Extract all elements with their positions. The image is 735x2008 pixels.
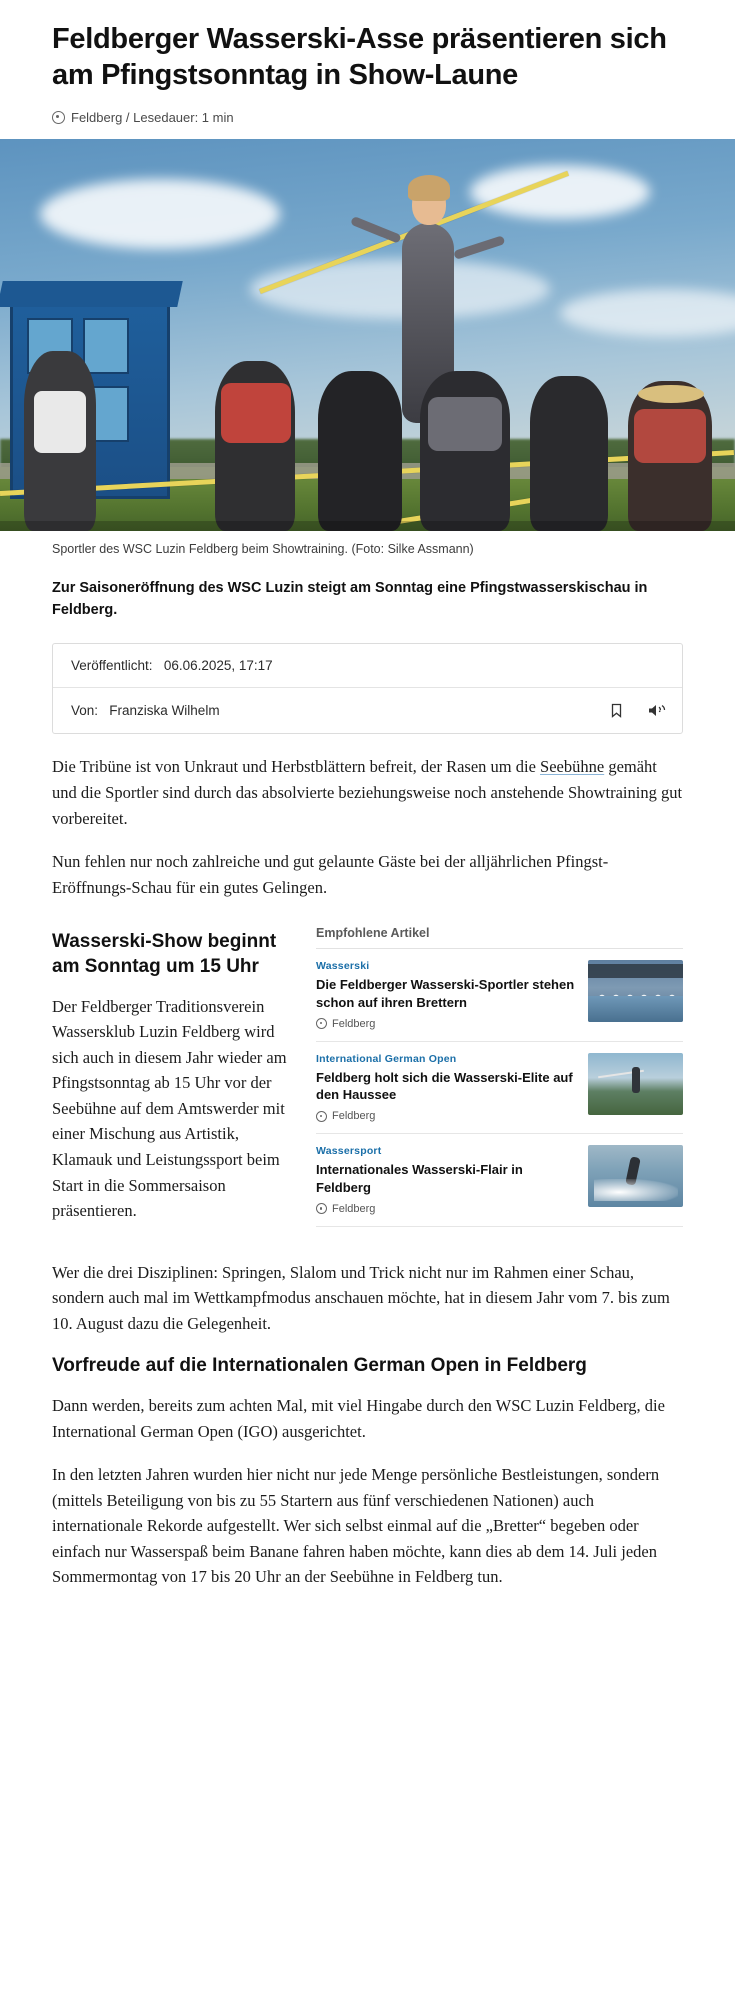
location-pin-icon <box>316 1111 327 1122</box>
person-figure <box>530 376 608 531</box>
article-meta <box>52 110 683 125</box>
recommended-location <box>316 1110 576 1122</box>
speaker-icon[interactable] <box>647 702 664 719</box>
recommended-item-text <box>316 960 576 1030</box>
paragraph: Nun fehlen nur noch zahlreiche und gut gelaunte Gäste bei der alljährlichen Pfingst-Eröffnungs-Schau für ein gutes Gelingen. <box>52 852 609 897</box>
recommended-thumbnail <box>588 1145 683 1207</box>
section-body-2 <box>52 1393 683 1590</box>
split-left-column <box>52 926 290 1241</box>
recommended-title: Empfohlene Artikel <box>316 926 683 949</box>
person-figure <box>24 351 96 531</box>
list-item[interactable] <box>316 949 683 1042</box>
recommended-item-text <box>316 1053 576 1123</box>
paragraph <box>52 754 683 831</box>
location-pin-icon <box>52 111 65 124</box>
location-pin-icon <box>316 1018 327 1029</box>
recommended-headline: Internationales Wasserski-Flair in Feldberg <box>316 1162 523 1195</box>
recommended-item-text <box>316 1145 576 1215</box>
paragraph: Dann werden, bereits zum achten Mal, mit viel Hingabe durch den WSC Luzin Feldberg, die International German Open (IGO) ausgerichtet. <box>52 1396 665 1441</box>
image-caption: Sportler des WSC Luzin Feldberg beim Showtraining. (Foto: Silke Assmann) <box>52 541 474 556</box>
author-block <box>71 703 220 718</box>
location-pin-icon <box>316 1203 327 1214</box>
skier-hair <box>408 175 450 201</box>
author-label: Von: <box>71 703 99 719</box>
cloud-shape <box>40 179 280 249</box>
article-teaser: Zur Saisoneröffnung des WSC Luzin steigt am Sonntag eine Pfingstwasserskischau in Feldberg. <box>52 579 648 618</box>
person-figure <box>318 371 402 531</box>
recommended-thumbnail <box>588 1053 683 1115</box>
recommended-location-text: Feldberg <box>332 1202 376 1215</box>
paragraph: Wer die drei Disziplinen: Springen, Slalom und Trick nicht nur im Rahmen einer Schau, sondern auch mal im Wettkampfmodus anschauen möchte, hat in diesem Jahr vom 7. bis zum 10. August dazu die Gelegenheit. <box>52 1262 670 1333</box>
hero-bottom-shade <box>0 521 735 531</box>
article-actions <box>608 702 664 719</box>
published-row <box>53 644 682 688</box>
recommended-kicker: Wasserski <box>316 960 370 973</box>
bookmark-icon[interactable] <box>608 702 625 719</box>
section-heading-1: Wasserski-Show beginnt am Sonntag um 15 Uhr <box>52 931 277 977</box>
article-header <box>0 12 735 125</box>
recommended-thumbnail <box>588 960 683 1022</box>
author-row <box>53 688 682 733</box>
list-item[interactable] <box>316 1042 683 1135</box>
recommended-location <box>316 1203 576 1215</box>
published-value: 06.06.2025, 17:17 <box>163 658 273 674</box>
recommended-location-text: Feldberg <box>332 1110 376 1123</box>
recommended-headline: Die Feldberger Wasserski-Sportler stehen schon auf ihren Brettern <box>316 977 575 1010</box>
recommended-location-text: Feldberg <box>332 1017 376 1030</box>
tower-roof <box>0 281 183 307</box>
recommended-kicker: Wassersport <box>316 1145 382 1158</box>
paragraph-text-part: gemäht und die Sportler sind durch das absolvierte beziehungsweise noch anstehende Showtraining gut vorbereitet. <box>52 757 683 828</box>
hero-image <box>0 139 735 531</box>
article-body-wrap <box>0 542 735 1590</box>
article-meta-text: Feldberg / Lesedauer: 1 min <box>71 109 234 125</box>
list-item[interactable] <box>316 1134 683 1227</box>
paragraph: Der Feldberger Traditionsverein Wassersklub Luzin Feldberg wird sich auch in diesem Jahr wieder am Pfingstsonntag ab 15 Uhr vor der Seebühne auf dem Amtswerder mit einer Mischung aus Artistik, Klamauk und Leistungssport beim Start in die Sommersaison präsentieren. <box>52 996 287 1221</box>
published-label: Veröffentlicht: <box>71 658 153 674</box>
section-body-1 <box>52 994 290 1224</box>
byline-box <box>52 643 683 734</box>
recommended-articles <box>316 926 683 1241</box>
person-figure <box>420 371 510 531</box>
author-value: Franziska Wilhelm <box>109 703 220 719</box>
person-figure <box>215 361 295 531</box>
recommended-headline: Feldberg holt sich die Wasserski-Elite auf den Haussee <box>316 1069 573 1103</box>
article-lead <box>52 754 683 900</box>
person-figure <box>628 381 712 531</box>
tower-window <box>83 318 129 374</box>
split-section <box>52 926 683 1241</box>
recommended-kicker: International German Open <box>316 1052 457 1065</box>
seebuehne-link[interactable]: Seebühne <box>540 757 605 777</box>
article-body-continued <box>52 1260 683 1337</box>
section-heading-2: Vorfreude auf die Internationalen German Open in Feldberg <box>52 1355 587 1377</box>
paragraph-text-part: Die Tribüne ist von Unkraut und Herbstblättern befreit, der Rasen um die <box>52 757 541 777</box>
paragraph: In den letzten Jahren wurden hier nicht nur jede Menge persönliche Bestleistungen, sondern (mittels Beteiligung von bis zu 55 Startern aus fünf verschiedenen Nationen) auch internationale Rekorde aufgestellt. Wer sich selbst einmal auf die „Bretter“ begeben oder einfach nur Wasserspaß beim Banane fahren haben möchte, kann dies ab dem 14. Juli jeden Sommermontag von 17 bis 20 Uhr an der Seebühne in Feldberg tun. <box>52 1465 660 1587</box>
page-title: Feldberger Wasserski-Asse präsentieren sich am Pfingstsonntag in Show-Laune <box>52 23 667 91</box>
recommended-location <box>316 1018 576 1030</box>
